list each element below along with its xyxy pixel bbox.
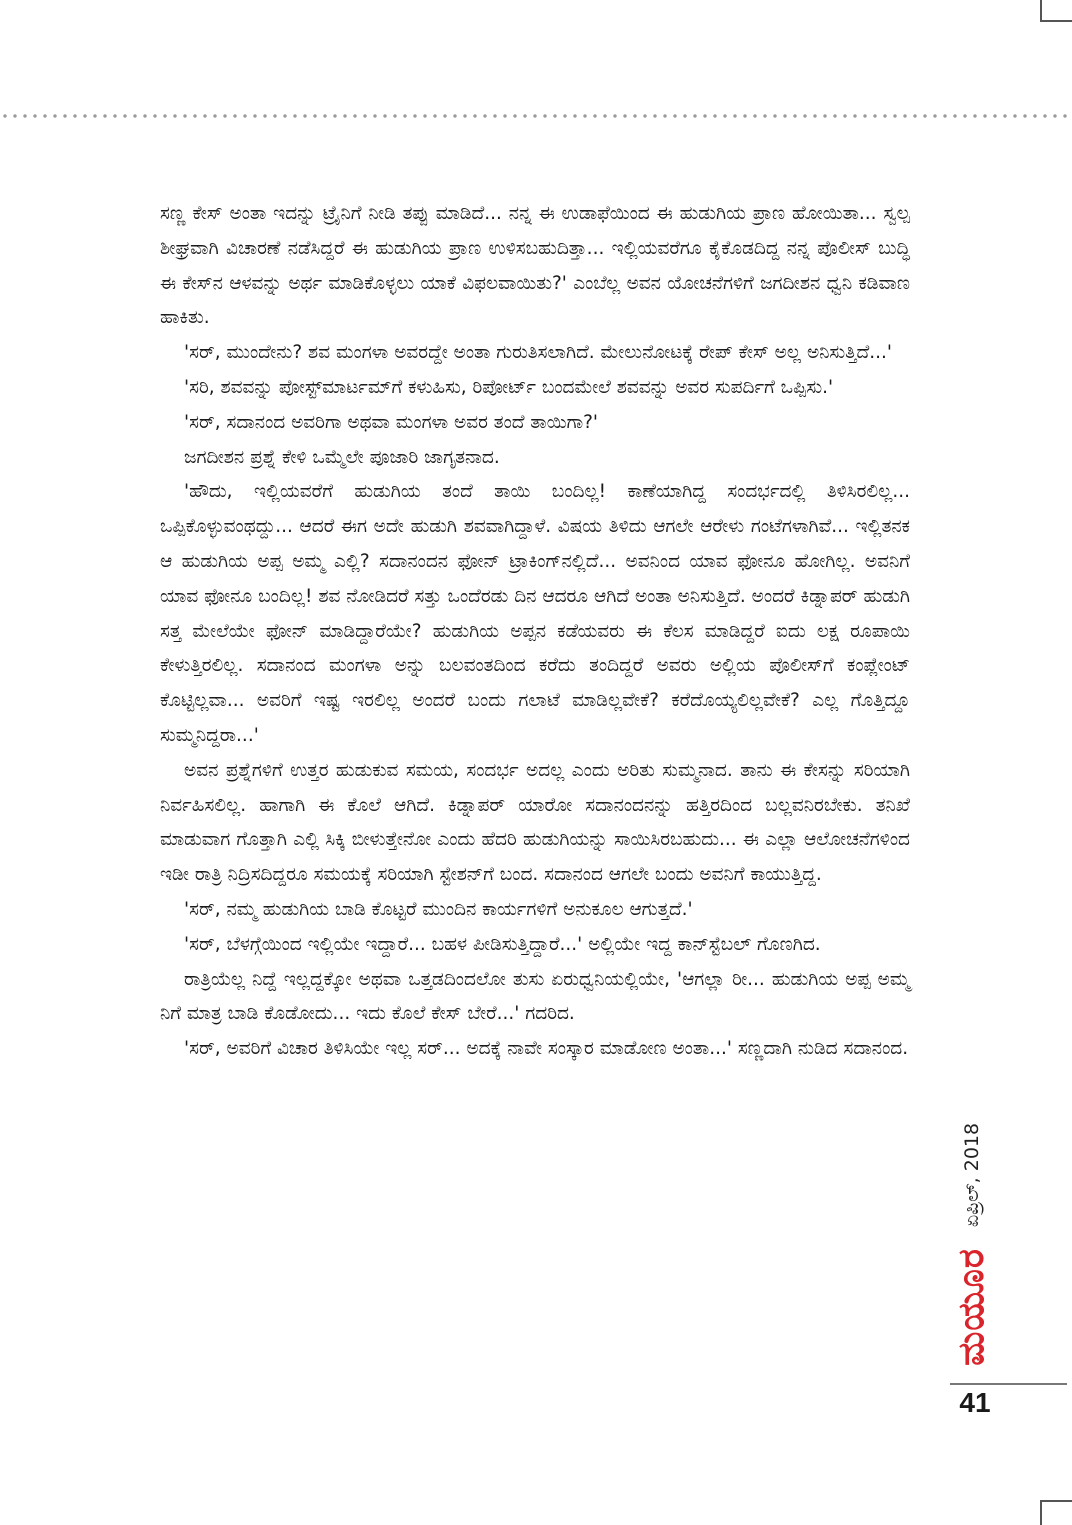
article-body <box>160 197 910 1067</box>
paragraph: ರಾತ್ರಿಯೆಲ್ಲ ನಿದ್ದೆ ಇಲ್ಲದ್ದಕ್ಕೋ ಅಥವಾ ಒತ್ತಡದಿಂದಲೋ ತುಸು ಏರುಧ್ವನಿಯಲ್ಲಿಯೇ, 'ಆಗಲ್ಲಾ ರೀ... ಹುಡುಗಿಯ ಅಪ್ಪ ಅಮ್ಮ ನಿಗೆ ಮಾತ್ರ ಬಾಡಿ ಕೊಡೋದು... ಇದು ಕೊಲೆ ಕೇಸ್ ಬೇರೆ...' ಗದರಿದ. <box>160 968 910 1025</box>
paragraph: 'ಸರ್, ನಮ್ಮ ಹುಡುಗಿಯ ಬಾಡಿ ಕೊಟ್ಟರೆ ಮುಂದಿನ ಕಾರ್ಯಗಳಿಗೆ ಅನುಕೂಲ ಆಗುತ್ತದೆ.' <box>184 898 693 920</box>
paragraph: ಅವನ ಪ್ರಶ್ನೆಗಳಿಗೆ ಉತ್ತರ ಹುಡುಕುವ ಸಮಯ, ಸಂದರ್ಭ ಅದಲ್ಲ ಎಂದು ಅರಿತು ಸುಮ್ಮನಾದ. ತಾನು ಈ ಕೇಸನ್ನು ಸರಿಯಾಗಿ ನಿರ್ವಹಿಸಲಿಲ್ಲ. ಹಾಗಾಗಿ ಈ ಕೊಲೆ ಆಗಿದೆ. ಕಿಡ್ನಾಪರ್ ಯಾರೋ ಸದಾನಂದನನ್ನು ಹತ್ತಿರದಿಂದ ಬಲ್ಲವನಿರಬೇಕು. ತನಿಖೆ ಮಾಡುವಾಗ ಗೊತ್ತಾಗಿ ಎಲ್ಲಿ ಸಿಕ್ಕಿ ಬೀಳುತ್ತೇನೋ ಎಂದು ಹೆದರಿ ಹುಡುಗಿಯನ್ನು ಸಾಯಿಸಿರಬಹುದು... ಈ ಎಲ್ಲಾ ಆಲೋಚನೆಗಳಿಂದ ಇಡೀ ರಾತ್ರಿ ನಿದ್ರಿಸದಿದ್ದರೂ ಸಮಯಕ್ಕೆ ಸರಿಯಾಗಿ ಸ್ಟೇಶನ್‌ಗೆ ಬಂದ. ಸದಾನಂದ ಆಗಲೇ ಬಂದು ಅವನಿಗೆ ಕಾಯುತ್ತಿದ್ದ. <box>160 759 910 886</box>
issue-date-text: ಏಪ್ರಿಲ್, 2018 <box>961 1122 983 1228</box>
paragraph: 'ಸರ್, ಬೆಳಗ್ಗೆಯಿಂದ ಇಲ್ಲಿಯೇ ಇದ್ದಾರೆ... ಬಹಳ ಪೀಡಿಸುತ್ತಿದ್ದಾರೆ...' ಅಲ್ಲಿಯೇ ಇದ್ದ ಕಾನ್‌ಸ್ಟೆಬಲ್ ಗೊಣಗಿದ. <box>184 933 821 955</box>
crop-mark-top <box>1040 0 1072 22</box>
paragraph: 'ಹೌದು, ಇಲ್ಲಿಯವರೆಗೆ ಹುಡುಗಿಯ ತಂದೆ ತಾಯಿ ಬಂದಿಲ್ಲ! ಕಾಣೆಯಾಗಿದ್ದ ಸಂದರ್ಭದಲ್ಲಿ ತಿಳಿಸಿರಲಿಲ್ಲ... ಒಪ್ಪಿಕೊಳ್ಳುವಂಥದ್ದು... ಆದರೆ ಈಗ ಅದೇ ಹುಡುಗಿ ಶವವಾಗಿದ್ದಾಳೆ. ವಿಷಯ ತಿಳಿದು ಆಗಲೇ ಆರೇಳು ಗಂಟೆಗಳಾಗಿವೆ... ಇಲ್ಲಿತನಕ ಆ ಹುಡುಗಿಯ ಅಪ್ಪ ಅಮ್ಮ ಎಲ್ಲಿ? ಸದಾನಂದನ ಫೋನ್ ಟ್ರಾಕಿಂಗ್‌ನಲ್ಲಿದೆ... ಅವನಿಂದ ಯಾವ ಫೋನೂ ಹೋಗಿಲ್ಲ. ಅವನಿಗೆ ಯಾವ ಫೋನೂ ಬಂದಿಲ್ಲ! ಶವ ನೋಡಿದರೆ ಸತ್ತು ಒಂದೆರಡು ದಿನ ಆದರೂ ಆಗಿದೆ ಅಂತಾ ಅನಿಸುತ್ತಿದೆ. ಅಂದರೆ ಕಿಡ್ನಾಪರ್ ಹುಡುಗಿ ಸತ್ತ ಮೇಲೆಯೇ ಫೋನ್ ಮಾಡಿದ್ದಾರೆಯೇ? ಹುಡುಗಿಯ ಅಪ್ಪನ ಕಡೆಯವರು ಈ ಕೆಲಸ ಮಾಡಿದ್ದರೆ ಐದು ಲಕ್ಷ ರೂಪಾಯಿ ಕೇಳುತ್ತಿರಲಿಲ್ಲ. ಸದಾನಂದ ಮಂಗಳಾ ಅನ್ನು ಬಲವಂತದಿಂದ ಕರೆದು ತಂದಿದ್ದರೆ ಅವರು ಅಲ್ಲಿಯ ಪೊಲೀಸ್‌ಗೆ ಕಂಪ್ಲೇಂಟ್ ಕೊಟ್ಟಿಲ್ಲವಾ... ಅವರಿಗೆ ಇಷ್ಟ ಇರಲಿಲ್ಲ ಅಂದರೆ ಬಂದು ಗಲಾಟೆ ಮಾಡಿಲ್ಲವೇಕೆ? ಕರೆದೊಯ್ಯಲಿಲ್ಲವೇಕೆ? ಎಲ್ಲ ಗೊತ್ತಿದ್ದೂ ಸುಮ್ಮನಿದ್ದರಾ...' <box>160 481 910 746</box>
masthead-text: ಮಯೂರ <box>951 1248 992 1366</box>
page-number: 41 <box>959 1387 991 1418</box>
paragraph: 'ಸರಿ, ಶವವನ್ನು ಪೋಸ್ಟ್‌ಮಾರ್ಟಮ್‌ಗೆ ಕಳುಹಿಸು, ರಿಪೋರ್ಟ್ ಬಂದಮೇಲೆ ಶವವನ್ನು ಅವರ ಸುಪರ್ದಿಗೆ ಒಪ್ಪಿಸು.' <box>184 376 834 398</box>
paragraph: ಜಗದೀಶನ ಪ್ರಶ್ನೆ ಕೇಳಿ ಒಮ್ಮೆಲೇ ಪೂಜಾರಿ ಜಾಗೃತನಾದ. <box>184 446 500 468</box>
paragraph: 'ಸರ್, ಸದಾನಂದ ಅವರಿಗಾ ಅಥವಾ ಮಂಗಳಾ ಅವರ ತಂದೆ ತಾಯಿಗಾ?' <box>184 411 599 433</box>
paragraph: 'ಸರ್, ಅವರಿಗೆ ವಿಚಾರ ತಿಳಿಸಿಯೇ ಇಲ್ಲ ಸರ್... ಅದಕ್ಕೆ ನಾವೇ ಸಂಸ್ಕಾರ ಮಾಡೋಣ ಅಂತಾ...' ಸಣ್ಣದಾಗಿ ನುಡಿದ ಸದಾನಂದ. <box>184 1038 909 1060</box>
dotted-divider <box>0 113 1072 119</box>
paragraph: 'ಸರ್, ಮುಂದೇನು? ಶವ ಮಂಗಳಾ ಅವರದ್ದೇ ಅಂತಾ ಗುರುತಿಸಲಾಗಿದೆ. ಮೇಲುನೋಟಕ್ಕೆ ರೇಪ್ ಕೇಸ್ ಅಲ್ಲ ಅನಿಸುತ್ತಿದೆ...' <box>184 342 892 364</box>
paragraph: ಸಣ್ಣ ಕೇಸ್ ಅಂತಾ ಇದನ್ನು ಟ್ರೈನಿಗೆ ನೀಡಿ ತಪ್ಪು ಮಾಡಿದೆ... ನನ್ನ ಈ ಉಡಾಫೆಯಿಂದ ಈ ಹುಡುಗಿಯ ಪ್ರಾಣ ಹೋಯಿತಾ... ಸ್ವಲ್ಪ ಶೀಘ್ರವಾಗಿ ವಿಚಾರಣೆ ನಡೆಸಿದ್ದರೆ ಈ ಹುಡುಗಿಯ ಪ್ರಾಣ ಉಳಿಸಬಹುದಿತ್ತಾ... ಇಲ್ಲಿಯವರೆಗೂ ಕೈಕೊಡದಿದ್ದ ನನ್ನ ಪೊಲೀಸ್ ಬುದ್ಧಿ ಈ ಕೇಸ್‌ನ ಆಳವನ್ನು ಅರ್ಥ ಮಾಡಿಕೊಳ್ಳಲು ಯಾಕೆ ವಿಫಲವಾಯಿತು?' ಎಂಬೆಲ್ಲ ಅವನ ಯೋಚನೆಗಳಿಗೆ ಜಗದೀಶನ ಧ್ವನಿ ಕಡಿವಾಣ ಹಾಕಿತು. <box>160 203 910 329</box>
footer-rule <box>950 1383 1067 1385</box>
crop-mark-bottom <box>1040 1500 1072 1525</box>
